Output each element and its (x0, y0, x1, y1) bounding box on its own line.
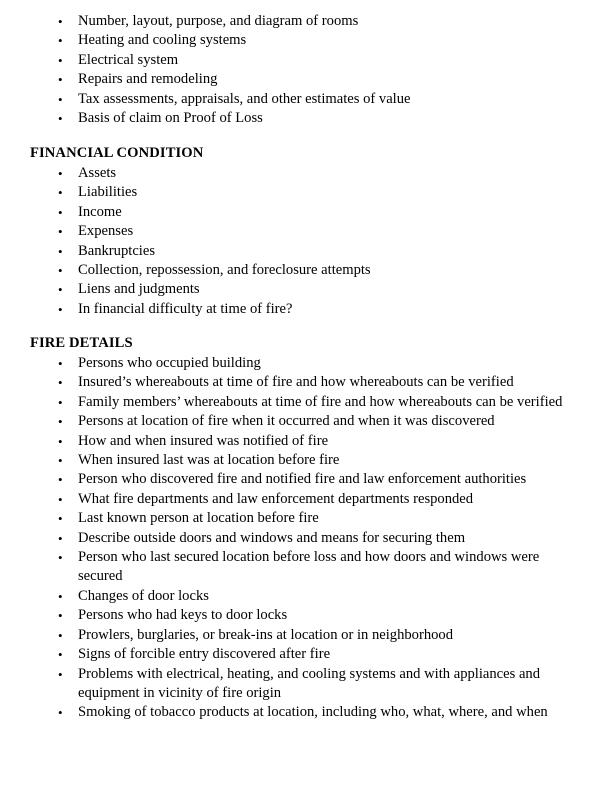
bullet-icon: • (58, 166, 63, 181)
bullet-icon: • (58, 627, 63, 643)
list-item-text: Assets (78, 165, 117, 181)
financial-condition-list (0, 164, 594, 319)
list-item (0, 222, 594, 241)
list-item-text: Describe outside doors and windows and means for securing them (78, 529, 466, 546)
list-item (0, 645, 594, 664)
bullet-icon: • (58, 608, 63, 624)
list-item (0, 280, 594, 299)
list-item-text: In financial difficulty at time of fire? (78, 300, 293, 317)
list-item (0, 470, 594, 489)
list-item-text: Expenses (78, 223, 134, 240)
list-item (0, 665, 594, 704)
bullet-icon: • (58, 111, 63, 127)
bullet-icon: • (58, 14, 63, 29)
list-item-text: Person who discovered fire and notified fire and law enforcement authorities (78, 471, 527, 488)
list-item (0, 393, 594, 412)
list-item-text: Prowlers, burglaries, or break-ins at location or in neighborhood (78, 626, 454, 643)
list-item (0, 587, 594, 606)
list-item-text: Persons at location of fire when it occurred and when it was discovered (78, 413, 495, 430)
list-item-text: Changes of door locks (78, 587, 209, 604)
bullet-icon: • (58, 394, 63, 410)
list-item (0, 261, 594, 280)
bullet-icon: • (58, 588, 63, 604)
bullet-icon: • (58, 414, 63, 430)
list-item (0, 606, 594, 625)
list-item-text: Collection, repossession, and foreclosure attempts (78, 262, 371, 279)
bullet-icon: • (58, 550, 63, 566)
bullet-icon: • (58, 511, 63, 527)
list-item (0, 70, 594, 89)
list-item-text: Persons who had keys to door locks (78, 607, 288, 624)
bullet-icon: • (58, 647, 63, 663)
list-item-text: What fire departments and law enforcement departments responded (78, 490, 474, 507)
list-item (0, 509, 594, 528)
financial-condition-heading: FINANCIAL CONDITION (30, 145, 204, 161)
list-item-text: Person who last secured location before loss and how doors and windows were secured (78, 549, 540, 585)
list-item-text: Insured’s whereabouts at time of fire and how whereabouts can be verified (78, 374, 514, 391)
list-item-text: Electrical system (78, 51, 179, 68)
bullet-icon: • (58, 375, 63, 391)
list-item-text: Last known person at location before fire (78, 510, 319, 527)
bullet-icon: • (58, 224, 63, 240)
list-item-text: Smoking of tobacco products at location, including who, what, where, and when (78, 704, 548, 721)
bullet-icon: • (58, 530, 63, 546)
bullet-icon: • (58, 301, 63, 317)
list-item-text: Bankruptcies (78, 242, 156, 259)
list-item (0, 90, 594, 109)
bullet-icon: • (58, 433, 63, 449)
list-item (0, 626, 594, 645)
bullet-icon: • (58, 52, 63, 68)
list-item-text: How and when insured was notified of fire (78, 432, 329, 449)
bullet-icon: • (58, 491, 63, 507)
bullet-icon: • (58, 472, 63, 488)
bullet-icon: • (58, 243, 63, 259)
fire-details-list (0, 354, 594, 723)
fire-details-heading: FIRE DETAILS (30, 335, 133, 351)
list-item-text: Persons who occupied building (78, 355, 261, 371)
bullet-icon: • (58, 91, 63, 107)
bullet-icon: • (58, 705, 63, 721)
list-item-text: Liabilities (78, 184, 138, 201)
list-item-text: Number, layout, purpose, and diagram of rooms (78, 13, 359, 29)
list-item (0, 548, 594, 587)
list-item-text: Problems with electrical, heating, and cooling systems and with appliances and equipment in vicinity of fire origin (78, 665, 541, 701)
bullet-icon: • (58, 33, 63, 49)
list-item (0, 529, 594, 548)
list-item (0, 203, 594, 222)
list-item (0, 490, 594, 509)
list-item (0, 412, 594, 431)
list-item (0, 300, 594, 319)
list-item (0, 31, 594, 50)
bullet-icon: • (58, 453, 63, 469)
bullet-icon: • (58, 185, 63, 201)
bullet-icon: • (58, 356, 63, 371)
bullet-icon: • (58, 282, 63, 298)
list-item (0, 164, 594, 183)
list-item (0, 51, 594, 70)
list-item (0, 432, 594, 451)
list-item (0, 242, 594, 261)
bullet-icon: • (58, 72, 63, 88)
bullet-icon: • (58, 204, 63, 220)
bullet-icon: • (58, 666, 63, 682)
list-item-text: Signs of forcible entry discovered after fire (78, 646, 331, 663)
list-item-text: When insured last was at location before fire (78, 452, 340, 469)
list-item-text: Income (78, 203, 122, 220)
list-item (0, 354, 594, 373)
list-item-text: Heating and cooling systems (78, 32, 247, 49)
list-item (0, 109, 594, 128)
list-item-text: Liens and judgments (78, 281, 200, 298)
list-item-text: Family members’ whereabouts at time of fire and how whereabouts can be verified (78, 393, 563, 410)
list-item-text: Basis of claim on Proof of Loss (78, 110, 263, 127)
property-list (0, 12, 594, 128)
bullet-icon: • (58, 263, 63, 279)
list-item-text: Tax assessments, appraisals, and other estimates of value (78, 90, 411, 107)
list-item-text: Repairs and remodeling (78, 71, 218, 88)
list-item (0, 12, 594, 31)
list-item (0, 183, 594, 202)
list-item (0, 703, 594, 722)
list-item (0, 373, 594, 392)
list-item (0, 451, 594, 470)
